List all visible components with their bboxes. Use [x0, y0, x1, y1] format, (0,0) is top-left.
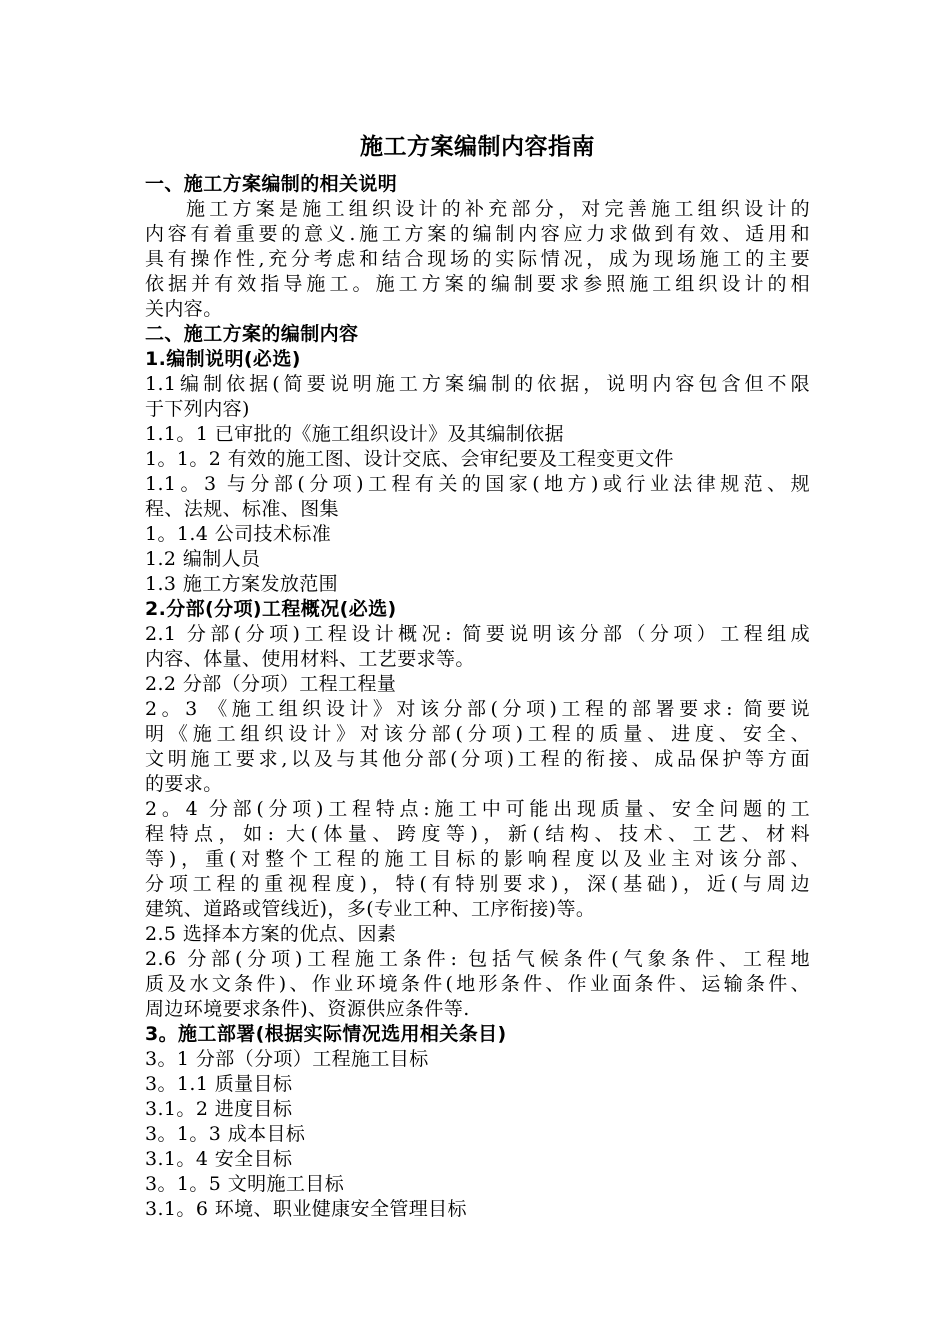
- document-title: 施工方案编制内容指南: [360, 134, 595, 160]
- text-line: 分项工程的重视程度)，特(有特别要求)，深(基础)，近(与周边: [145, 873, 810, 895]
- text-line: 1.2 编制人员: [145, 548, 261, 570]
- text-line: 明《施工组织设计》对该分部(分项)工程的质量、进度、安全、: [145, 723, 810, 745]
- text-line: 3。1 分部（分项）工程施工目标: [145, 1048, 429, 1070]
- text-line: 建筑、道路或管线近)，多(专业工种、工序衔接)等。: [145, 898, 596, 920]
- text-line: 2.6 分部(分项)工程施工条件: 包括气候条件(气象条件、工程地: [145, 948, 810, 970]
- text-line: 关内容。: [145, 298, 223, 320]
- text-line: 2.1 分部(分项)工程设计概况: 简要说明该分部（分项）工程组成: [145, 623, 810, 645]
- text-line: 施工方案是施工组织设计的补充部分，对完善施工组织设计的: [186, 198, 810, 220]
- text-line: 等)，重(对整个工程的施工目标的影响程度以及业主对该分部、: [145, 848, 810, 870]
- section-heading: 1.编制说明(必选): [145, 348, 301, 370]
- section-heading: 二、施工方案的编制内容: [145, 323, 359, 345]
- text-line: 2.5 选择本方案的优点、因素: [145, 923, 397, 945]
- section-heading: 一、施工方案编制的相关说明: [145, 173, 398, 195]
- text-line: 1。1.4 公司技术标准: [145, 523, 332, 545]
- text-line: 1.1编制依据(简要说明施工方案编制的依据，说明内容包含但不限: [145, 373, 810, 395]
- text-line: 3.1。6 环境、职业健康安全管理目标: [145, 1198, 467, 1220]
- text-line: 程特点，如: 大(体量、跨度等)，新(结构、技术、工艺、材料: [145, 823, 810, 845]
- text-line: 内容有着重要的意义.施工方案的编制内容应力求做到有效、适用和: [145, 223, 810, 245]
- text-line: 质及水文条件)、作业环境条件(地形条件、作业面条件、运输条件、: [145, 973, 810, 995]
- text-line: 3.1。2 进度目标: [145, 1098, 293, 1120]
- section-heading: 2.分部(分项)工程概况(必选): [145, 598, 397, 620]
- text-line: 周边环境要求条件)、资源供应条件等.: [145, 998, 470, 1020]
- text-line: 1.1。1 已审批的《施工组织设计》及其编制依据: [145, 423, 564, 445]
- text-line: 1.1。3 与分部(分项)工程有关的国家(地方)或行业法律规范、规: [145, 473, 810, 495]
- section-heading: 3。施工部署(根据实际情况选用相关条目): [145, 1023, 507, 1045]
- text-line: 依据并有效指导施工。施工方案的编制要求参照施工组织设计的相: [145, 273, 810, 295]
- text-line: 内容、体量、使用材料、工艺要求等。: [145, 648, 475, 670]
- document-body: [145, 172, 810, 1222]
- text-line: 文明施工要求,以及与其他分部(分项)工程的衔接、成品保护等方面: [145, 748, 810, 770]
- text-line: 于下列内容): [145, 398, 250, 420]
- text-line: 2。4 分部(分项)工程特点:施工中可能出现质量、安全问题的工: [145, 798, 810, 820]
- text-line: 1.3 施工方案发放范围: [145, 573, 339, 595]
- text-line: 3。1。5 文明施工目标: [145, 1173, 345, 1195]
- document-page: [145, 132, 810, 1222]
- text-line: 1。1。2 有效的施工图、设计交底、会审纪要及工程变更文件: [145, 448, 674, 470]
- text-line: 具有操作性,充分考虑和结合现场的实际情况，成为现场施工的主要: [145, 248, 810, 270]
- text-line: 的要求。: [145, 773, 223, 795]
- text-line: 3。1.1 质量目标: [145, 1073, 293, 1095]
- text-line: 2。3 《施工组织设计》对该分部(分项)工程的部署要求: 简要说: [145, 698, 810, 720]
- text-line: 程、法规、标准、图集: [145, 498, 340, 520]
- text-line: 2.2 分部（分项）工程工程量: [145, 673, 397, 695]
- text-line: 3.1。4 安全目标: [145, 1148, 293, 1170]
- text-line: 3。1。3 成本目标: [145, 1123, 306, 1145]
